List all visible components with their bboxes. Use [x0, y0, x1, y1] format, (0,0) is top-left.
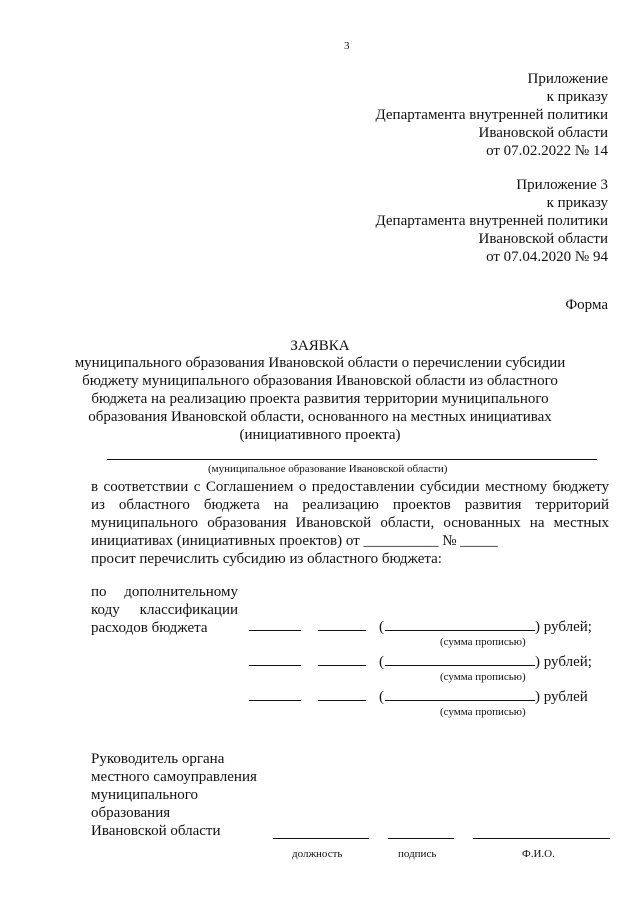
classification-line: коду классификации [91, 602, 238, 618]
appendix-header-line: Департамента внутренней политики [375, 107, 608, 123]
classification-line: по дополнительному [91, 584, 238, 600]
body-line: просит перечислить субсидию из областного бюджета: [91, 551, 442, 567]
code-field-2[interactable] [318, 700, 366, 701]
code-field-2[interactable] [318, 630, 366, 631]
amount-caption: (сумма прописью) [440, 706, 526, 718]
amount-open-paren: ( [379, 619, 384, 635]
code-field-1[interactable] [249, 630, 301, 631]
signatory-title [91, 750, 257, 840]
amount-open-paren: ( [379, 689, 384, 705]
subtitle-line: образования Ивановской области, основанного на местных инициативах [88, 409, 552, 425]
appendix-header-line: Приложение [527, 71, 608, 87]
document-subtitle [0, 354, 640, 444]
classification-line: расходов бюджета [91, 620, 208, 636]
amount-caption: (сумма прописью) [440, 671, 526, 683]
body-line: в соответствии с Соглашением о предоставлении субсидии местному бюджету [91, 479, 609, 495]
code-field-1[interactable] [249, 700, 301, 701]
appendix-header-line: Департамента внутренней политики [375, 213, 608, 229]
full-name-caption: Ф.И.О. [522, 848, 555, 860]
classification-label [91, 583, 238, 637]
amount-words-field[interactable] [385, 665, 535, 666]
amount-suffix: ) рублей [535, 689, 588, 705]
municipality-field-line[interactable] [107, 459, 597, 460]
amount-open-paren: ( [379, 654, 384, 670]
signatory-line: Руководитель органа [91, 751, 225, 767]
body-line: муниципального образования Ивановской области, основанных на местных [91, 515, 609, 531]
subtitle-line: бюджета на реализацию проекта развития территории муниципального [91, 391, 549, 407]
position-caption: должность [292, 848, 343, 860]
code-field-1[interactable] [249, 665, 301, 666]
subtitle-line: (инициативного проекта) [239, 427, 401, 443]
code-field-2[interactable] [318, 665, 366, 666]
full-name-field[interactable] [473, 838, 610, 839]
page-number: 3 [344, 40, 350, 52]
body-line: из областного бюджета на реализацию проектов развития территорий [91, 497, 609, 513]
document-title: ЗАЯВКА [290, 338, 350, 354]
amount-suffix: ) рублей; [535, 654, 592, 670]
appendix-header-line: Ивановской области [478, 125, 608, 141]
appendix-header-line: от 07.04.2020 № 94 [486, 249, 608, 265]
request-body [91, 478, 609, 568]
signatory-line: местного самоуправления [91, 769, 257, 785]
body-line: инициативах (инициативных проектов) от __________ № _____ [91, 533, 498, 549]
appendix-header-line: от 07.02.2022 № 14 [486, 143, 608, 159]
amount-suffix: ) рублей; [535, 619, 592, 635]
signatory-line: образования [91, 805, 171, 821]
appendix-header-line: к приказу [546, 195, 608, 211]
appendix-header-line: Приложение 3 [516, 177, 608, 193]
amount-caption: (сумма прописью) [440, 636, 526, 648]
signature-caption: подпись [398, 848, 437, 860]
signature-field[interactable] [388, 838, 454, 839]
amount-words-field[interactable] [385, 630, 535, 631]
subtitle-line: бюджету муниципального образования Ивановской области из областного [82, 373, 558, 389]
position-field[interactable] [273, 838, 369, 839]
subtitle-line: муниципального образования Ивановской области о перечислении субсидии [74, 355, 566, 371]
appendix-header-line: к приказу [546, 89, 608, 105]
signatory-line: Ивановской области [91, 823, 221, 839]
amount-words-field[interactable] [385, 700, 535, 701]
appendix-header-line: Ивановской области [478, 231, 608, 247]
appendix-header-previous [375, 176, 608, 266]
form-label: Форма [565, 297, 608, 313]
appendix-header-current [375, 70, 608, 160]
signatory-line: муниципального [91, 787, 199, 803]
municipality-caption: (муниципальное образование Ивановской области) [208, 463, 448, 475]
